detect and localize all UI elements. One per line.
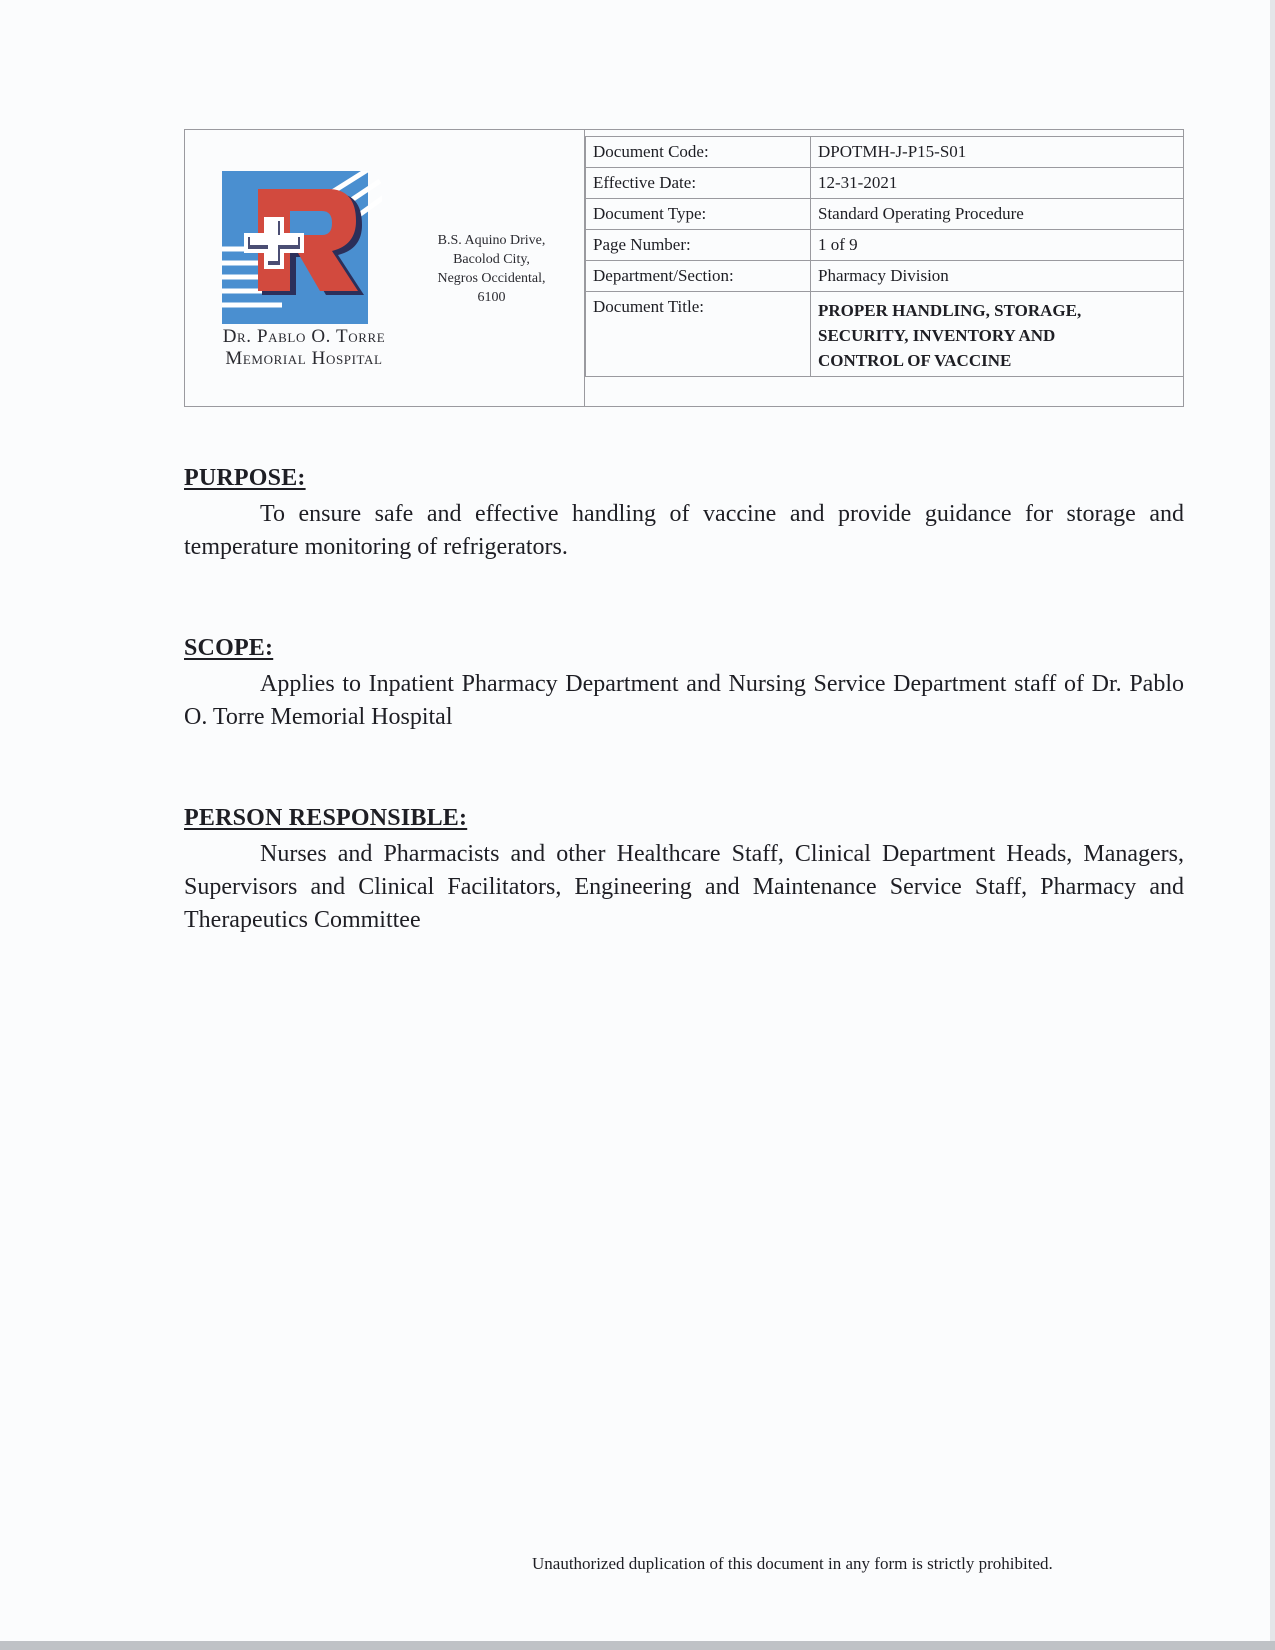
hospital-name <box>199 326 409 370</box>
scan-edge-bottom <box>0 1641 1275 1650</box>
hospital-name-line-2: Memorial Hospital <box>225 348 383 369</box>
person-responsible-section <box>184 805 1184 937</box>
person-responsible-heading: PERSON RESPONSIBLE: <box>184 805 468 831</box>
person-responsible-body: Nurses and Pharmacists and other Healthcare Staff, Clinical Department Heads, Managers, Supervisors and Clinical Facilitators, Engineering and Maintenance Service Staff, Pharmacy and Therapeutics Committee <box>184 841 1184 933</box>
scope-body: Applies to Inpatient Pharmacy Department and Nursing Service Department staff of Dr. Pablo O. Torre Memorial Hospital <box>184 671 1184 730</box>
table-row <box>586 168 1184 199</box>
document-title-line: CONTROL OF VACCINE <box>818 351 1012 370</box>
duplication-notice: Unauthorized duplication of this document in any form is strictly prohibited. <box>532 1554 1053 1573</box>
document-code-label: Document Code: <box>586 137 811 168</box>
table-row <box>586 292 1184 377</box>
effective-date-label: Effective Date: <box>586 168 811 199</box>
document-type-label: Document Type: <box>586 199 811 230</box>
document-title-line: PROPER HANDLING, STORAGE, <box>818 301 1082 320</box>
document-title-line: SECURITY, INVENTORY AND <box>818 326 1056 345</box>
page-number-value: 1 of 9 <box>811 230 1184 261</box>
table-row <box>586 230 1184 261</box>
hospital-logo-icon <box>222 171 382 324</box>
purpose-heading: PURPOSE: <box>184 465 306 491</box>
document-title-label: Document Title: <box>586 292 811 377</box>
hospital-address <box>414 231 569 307</box>
scan-edge-right <box>1270 0 1275 1650</box>
page-number-label: Page Number: <box>586 230 811 261</box>
purpose-body: To ensure safe and effective handling of vaccine and provide guidance for storage and temperature monitoring of refrigerators. <box>184 501 1184 560</box>
scope-section <box>184 635 1184 734</box>
address-line: Bacolod City, <box>453 252 530 267</box>
table-row <box>586 137 1184 168</box>
purpose-section <box>184 465 1184 564</box>
department-value: Pharmacy Division <box>811 261 1184 292</box>
effective-date-value: 12-31-2021 <box>811 168 1184 199</box>
logo-column <box>185 130 585 406</box>
document-type-value: Standard Operating Procedure <box>811 199 1184 230</box>
table-row <box>586 199 1184 230</box>
address-line: B.S. Aquino Drive, <box>437 233 546 248</box>
document-title-value <box>811 292 1184 377</box>
document-code-value: DPOTMH-J-P15-S01 <box>811 137 1184 168</box>
address-line: Negros Occidental, <box>437 271 546 286</box>
address-line: 6100 <box>477 290 506 305</box>
table-row <box>586 261 1184 292</box>
document-header <box>184 129 1184 407</box>
document-info-table <box>585 136 1184 377</box>
scope-heading: SCOPE: <box>184 635 274 661</box>
department-label: Department/Section: <box>586 261 811 292</box>
hospital-name-line-1: Dr. Pablo O. Torre <box>222 326 386 347</box>
